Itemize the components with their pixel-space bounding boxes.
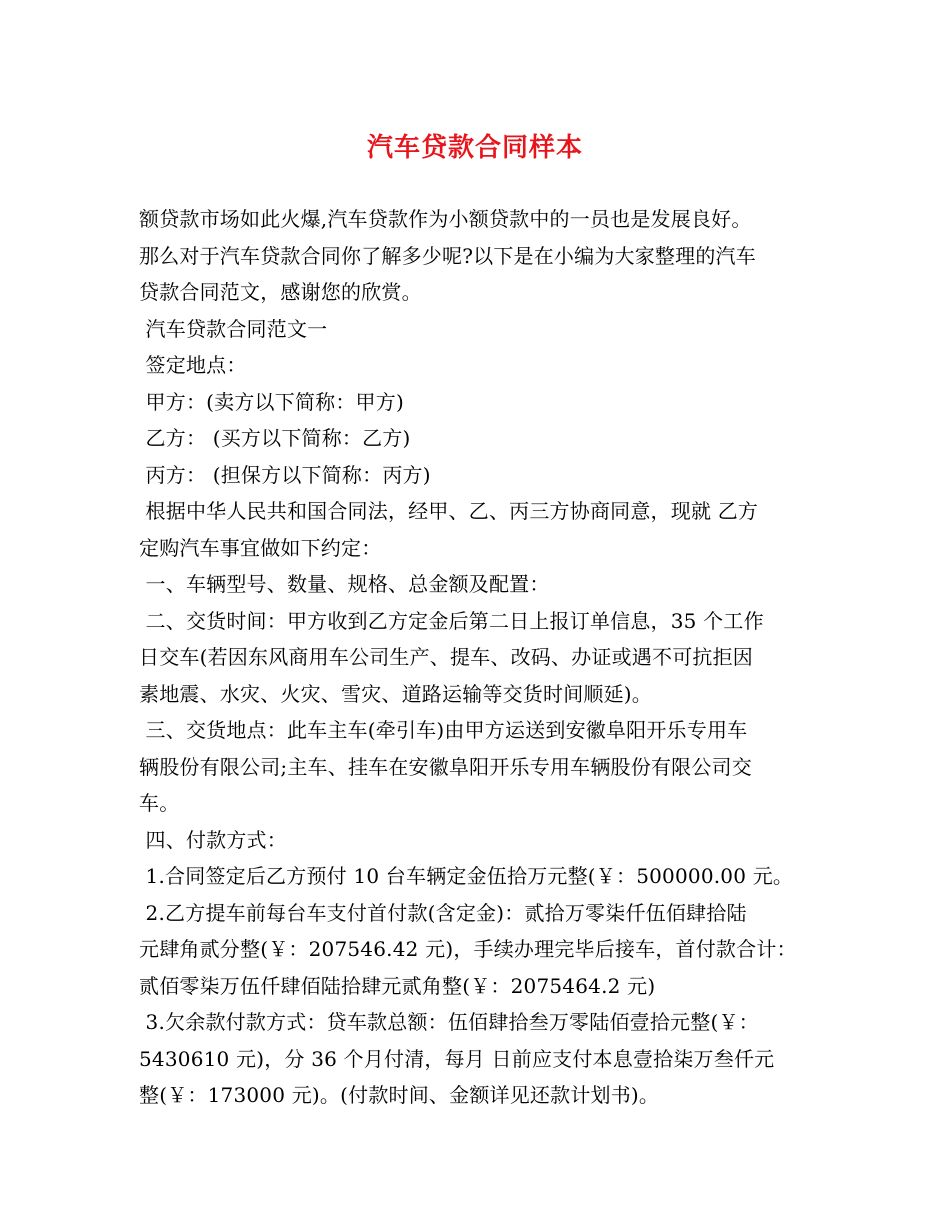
text-line: 整(￥：173000 元)。(付款时间、金额详见还款计划书)。 — [139, 1083, 660, 1107]
text-line: 甲方：(卖方以下简称：甲方) — [139, 389, 404, 414]
text-line: 贰佰零柒万伍仟肆佰陆拾肆元贰角整(￥：2075464.2 元) — [139, 973, 656, 998]
text-line: 那么对于汽车贷款合同你了解多少呢?以下是在小编为大家整理的汽车 — [139, 243, 756, 268]
payment-item: 3.欠余款付款方式：贷车款总额：伍佰肆拾叁万零陆佰壹拾元整(￥： — [139, 1010, 759, 1034]
text-line: 乙方： (买方以下简称：乙方) — [139, 426, 411, 450]
text-line: 定购汽车事宜做如下约定： — [139, 535, 382, 560]
section-heading: 汽车贷款合同范文一 — [139, 316, 328, 341]
text-line: 辆股份有限公司;主车、挂车在安徽阜阳开乐专用车辆股份有限公司交 — [139, 754, 752, 779]
payment-item: 1.合同签定后乙方预付 10 台车辆定金伍拾万元整(￥：500000.00 元。 — [139, 864, 794, 888]
text-line: 根据中华人民共和国合同法，经甲、乙、丙三方协商同意，现就 乙方 — [139, 499, 759, 523]
payment-item: 2.乙方提车前每台车支付首付款(含定金)：贰拾万零柒仟伍佰肆拾陆 — [139, 900, 747, 925]
text-line: 车。 — [139, 791, 180, 815]
text-line: 签定地点： — [139, 353, 247, 377]
clause-heading: 四、付款方式： — [139, 827, 287, 852]
clause-heading: 二、交货时间：甲方收到乙方定金后第二日上报订单信息，35 个工作 — [139, 608, 764, 633]
document-body — [139, 201, 829, 1114]
text-line: 额贷款市场如此火爆,汽车贷款作为小额贷款中的一员也是发展良好。 — [139, 207, 752, 231]
document-title: 汽车贷款合同样本 — [366, 133, 583, 163]
text-line: 贷款合同范文，感谢您的欣赏。 — [139, 280, 422, 304]
text-line: 日交车(若因东风商用车公司生产、提车、改码、办证或遇不可抗拒因 — [139, 645, 754, 669]
text-line: 元肆角贰分整(￥：207546.42 元)，手续办理完毕后接车，首付款合计： — [139, 937, 797, 961]
clause-heading: 一、车辆型号、数量、规格、总金额及配置： — [139, 572, 550, 596]
text-line: 素地震、水灾、火灾、雪灾、道路运输等交货时间顺延)。 — [139, 681, 653, 706]
text-line: 丙方： (担保方以下简称：丙方) — [139, 462, 431, 487]
clause-heading: 三、交货地点：此车主车(牵引车)由甲方运送到安徽阜阳开乐专用车 — [139, 718, 748, 742]
text-line: 5430610 元)，分 36 个月付清，每月 日前应支付本息壹拾柒万叁仟元 — [139, 1046, 775, 1071]
